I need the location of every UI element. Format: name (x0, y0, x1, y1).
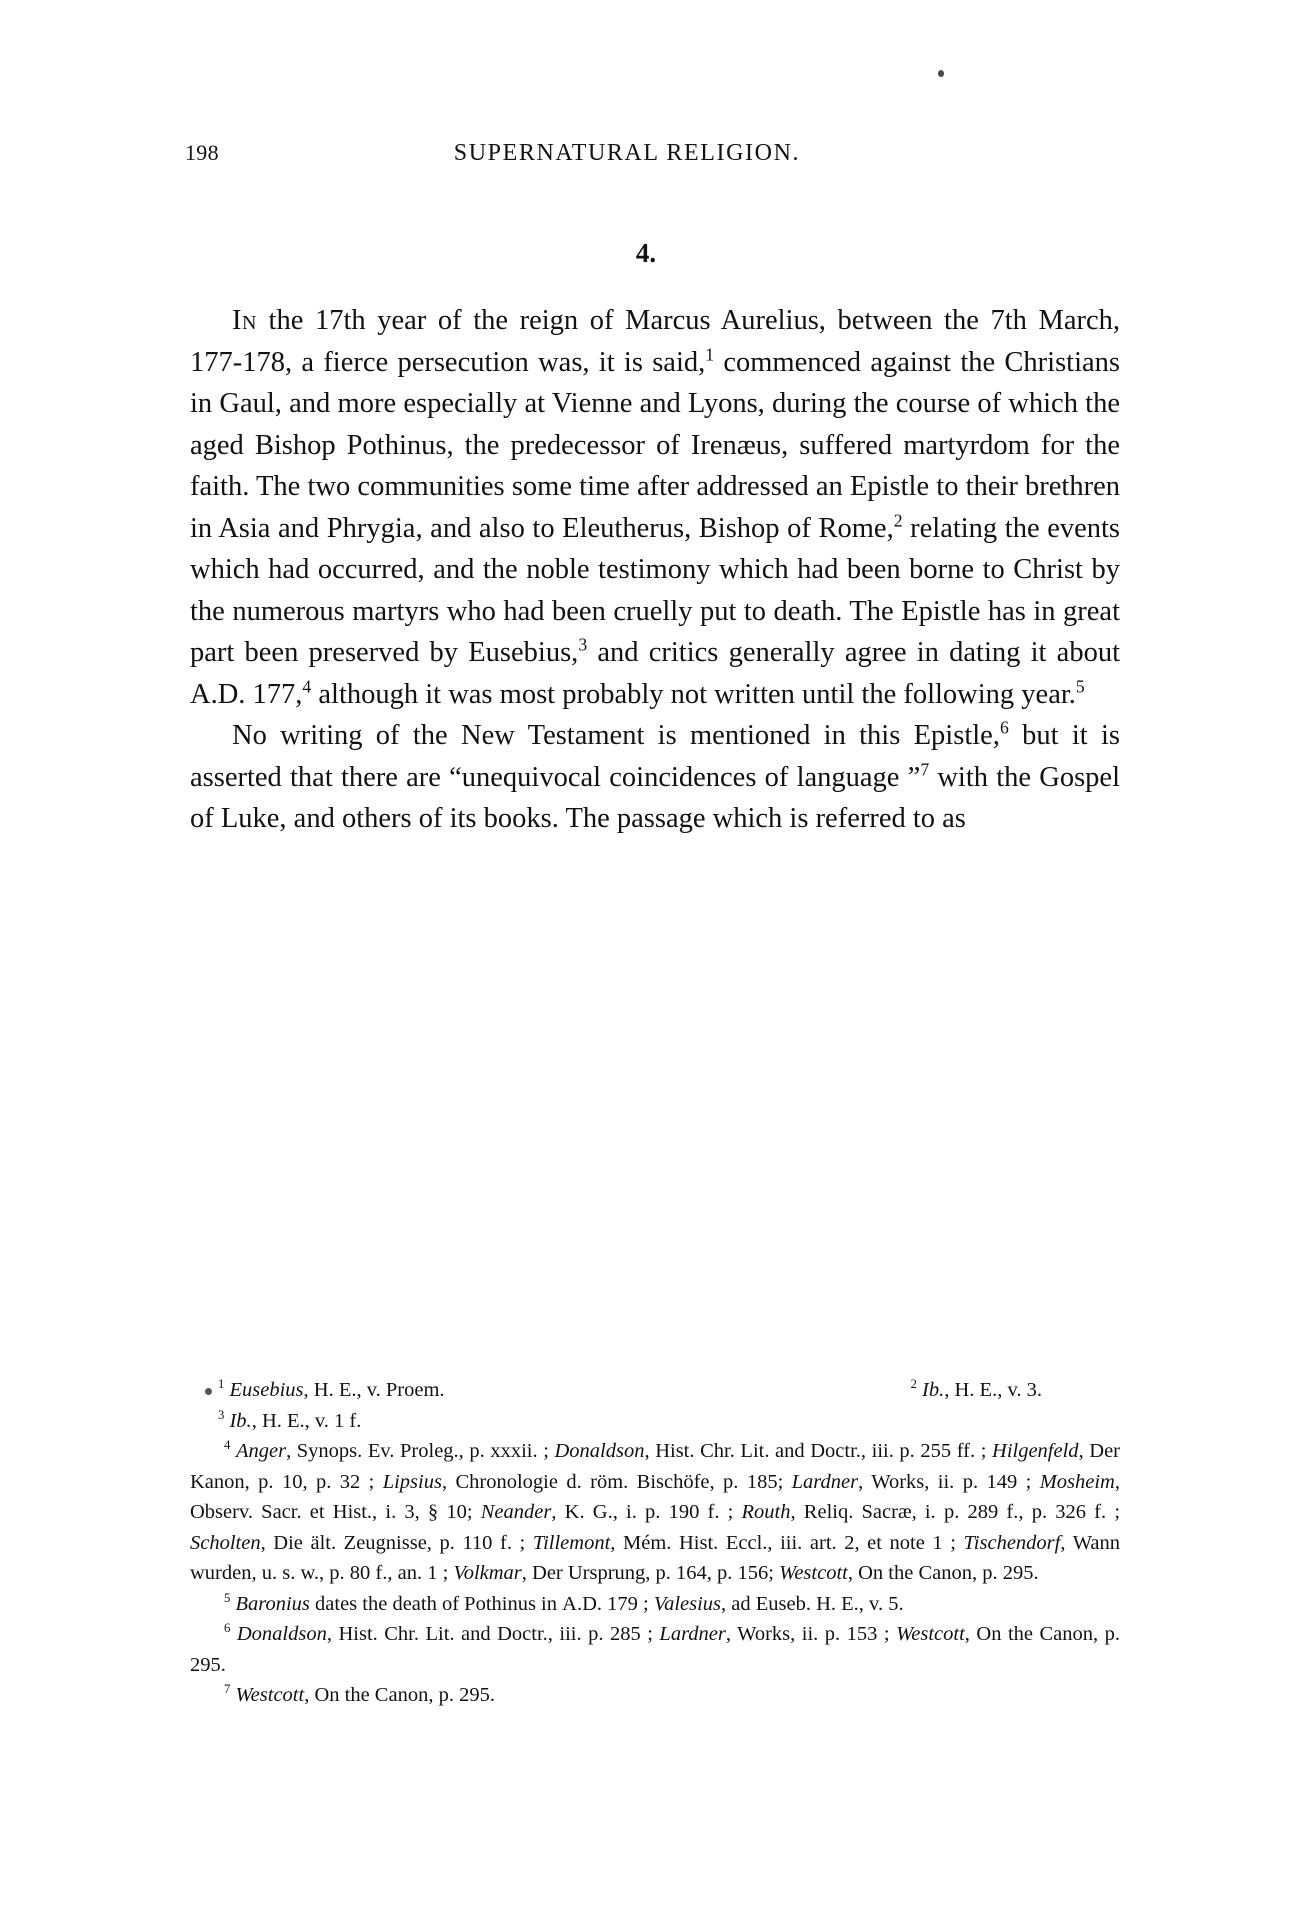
footnote-4-author-tischendorf: Tischendorf (963, 1531, 1061, 1554)
footnote-4-text-2: , Hist. Chr. Lit. and Doctr., iii. p. 255 ff. ; (644, 1440, 993, 1462)
paragraph-1-text-a: the 17th year of the reign of Marcus Aurelius, between the 7th March, 177-178, a fierce persecution was, it is said, (190, 305, 1120, 378)
footnote-1-text: , H. E., v. Proem. (303, 1379, 445, 1401)
footnote-3-author: Ib. (229, 1409, 252, 1432)
body-text (190, 300, 1120, 840)
footnote-5-text-c: , ad Euseb. H. E., v. 5. (721, 1592, 904, 1615)
paragraph-2-text-a: No writing of the New Testament is mentioned in this Epistle, (232, 720, 1000, 751)
footnote-5-author-valesius: Valesius (653, 1592, 722, 1615)
page-folio: 198 (185, 140, 219, 165)
footnote-4-author-donaldson: Donaldson (554, 1440, 645, 1462)
footnote-6-marker: 6 (224, 1621, 231, 1636)
footnote-3-marker: 3 (218, 1407, 225, 1422)
footnote-4-author-anger: Anger (235, 1440, 287, 1462)
footnote-2-author: Ib. (922, 1379, 945, 1401)
footnote-marker-5: 5 (1075, 676, 1085, 696)
footnote-4-author-scholten: Scholten (190, 1531, 261, 1554)
footnote-6-text-a: , Hist. Chr. Lit. and Doctr., iii. p. 285 ; (326, 1623, 660, 1645)
footnote-marker-1: 1 (705, 344, 715, 364)
footnote-4-author-volkmar: Volkmar (453, 1562, 522, 1584)
footnote-4-text-7: , K. G., i. p. 190 f. ; (551, 1501, 742, 1523)
footnote-2-marker: 2 (910, 1377, 917, 1392)
footnote-4-marker: 4 (224, 1438, 231, 1453)
paragraph-1 (190, 300, 1120, 715)
footnote-5-ad: A.D. (562, 1592, 602, 1615)
footnote-4-author-tillemont: Tillemont (532, 1531, 611, 1554)
footnote-1-marker: 1 (218, 1377, 225, 1392)
footnotes-block (190, 1375, 1120, 1711)
footnote-4-text-5: , Works, ii. p. 149 ; (858, 1470, 1040, 1493)
footnote-4-author-hilgenfeld: Hilgenfeld (992, 1440, 1079, 1462)
footnote-5-author-baronius: Baronius (235, 1592, 310, 1615)
paragraph-2-text-b: but it is asserted that there are “unequivocal coincidences of language ” (190, 720, 1121, 793)
footnote-6-text-c: , On the Canon, p. 295. (190, 1623, 1121, 1676)
footnote-6-author-westcott: Westcott (896, 1623, 965, 1645)
paragraph-1-ad: A.D. (190, 678, 246, 710)
footnote-3 (190, 1406, 1120, 1437)
footnote-2 (911, 1375, 1120, 1406)
paragraph-1-opening: In (232, 305, 257, 336)
footnote-marker-4: 4 (302, 676, 312, 696)
footnote-marker-3: 3 (578, 634, 588, 655)
footnote-4-text-11: , Wann wurden, u. s. w., p. 80 f., an. 1 ; (190, 1531, 1120, 1584)
footnote-7-author: Westcott (235, 1684, 305, 1706)
footnote-6 (190, 1619, 1120, 1680)
footnote-5 (190, 1589, 1120, 1620)
footnote-marker-2: 2 (893, 510, 903, 530)
footnote-5-marker: 5 (224, 1590, 231, 1605)
footnote-4-text-10: , Mém. Hist. Eccl., iii. art. 2, et note 1 ; (610, 1531, 964, 1554)
footnote-4-text-9: , Die ält. Zeugnisse, p. 110 f. ; (260, 1531, 533, 1554)
footnote-2-text: , H. E., v. 3. (944, 1379, 1042, 1401)
footnote-4-author-mosheim: Mosheim (1039, 1470, 1115, 1493)
paragraph-1-text-c: relating the events which had occurred, and the noble testimony which had been borne to Christ by the numerous martyrs who had been cruelly put to death. The Epistle has in great part been preserved by Eusebius, (190, 512, 1120, 668)
footnote-4-author-lipsius: Lipsius (382, 1470, 442, 1493)
paragraph-1-text-e: 177, (245, 678, 303, 710)
footnote-5-text-b: 179 ; (602, 1592, 654, 1615)
footnote-4-text-1: , Synops. Ev. Proleg., p. xxxii. ; (286, 1440, 555, 1462)
paragraph-2-text-c: with the Gospel of Luke, and others of its books. The passage which is referred to as (190, 761, 1120, 834)
section-number: 4. (635, 238, 657, 268)
footnote-6-author-donaldson: Donaldson (236, 1623, 327, 1645)
footnote-4-author-neander: Neander (480, 1501, 552, 1523)
paragraph-1-text-b: commenced against the Christians in Gaul, and more especially at Vienne and Lyons, during the course of which the aged Bishop Pothinus, the predecessor of Irenæus, suffered martyrdom for the faith. The two communities some time after addressed an Epistle to their brethren in Asia and Phrygia, and also to Eleutherus, Bishop of Rome, (190, 346, 1120, 544)
footnote-1-author: Eusebius (229, 1379, 304, 1401)
footnote-5-text-a: dates the death of Pothinus in (309, 1592, 563, 1615)
footnote-4-text-4: , Chronologie d. röm. Bischöfe, p. 185; (441, 1470, 792, 1493)
footnote-1 (190, 1375, 445, 1406)
footnote-4-text-3: , Der Kanon, p. 10, p. 32 ; (190, 1440, 1121, 1493)
footnote-marker-7: 7 (920, 759, 930, 779)
running-head-title: SUPERNATURAL RELIGION. (453, 140, 801, 166)
footnote-4-text-13: , On the Canon, p. 295. (847, 1562, 1039, 1584)
paragraph-1-text-f: although it was most probably not written until the following year. (311, 678, 1076, 710)
footnote-4 (190, 1436, 1120, 1589)
footnote-4-text-12: , Der Ursprung, p. 164, p. 156; (521, 1562, 780, 1584)
footnote-7-text: , On the Canon, p. 295. (304, 1684, 495, 1706)
footnote-4-text-6: , Observ. Sacr. et Hist., i. 3, § 10; (190, 1470, 1120, 1523)
footnote-7 (190, 1680, 1120, 1711)
running-head (185, 140, 1115, 167)
footnote-4-author-lardner: Lardner (791, 1470, 859, 1493)
footnote-4-author-westcott: Westcott (779, 1562, 848, 1584)
ink-speck-top (938, 70, 944, 77)
footnote-4-author-routh: Routh (741, 1501, 791, 1523)
footnote-7-marker: 7 (224, 1682, 231, 1697)
footnote-4-text-8: , Reliq. Sacræ, i. p. 289 f., p. 326 f. ; (790, 1501, 1121, 1523)
footnote-6-author-lardner: Lardner (659, 1623, 726, 1645)
footnote-row-1-2 (190, 1375, 1120, 1406)
paragraph-2 (190, 715, 1120, 840)
paragraph-1-text-d: and critics generally agree in dating it about (587, 637, 1120, 668)
footnote-6-text-b: , Works, ii. p. 153 ; (725, 1623, 897, 1645)
footnote-marker-6: 6 (999, 717, 1009, 738)
footnote-3-text: , H. E., v. 1 f. (251, 1409, 362, 1432)
